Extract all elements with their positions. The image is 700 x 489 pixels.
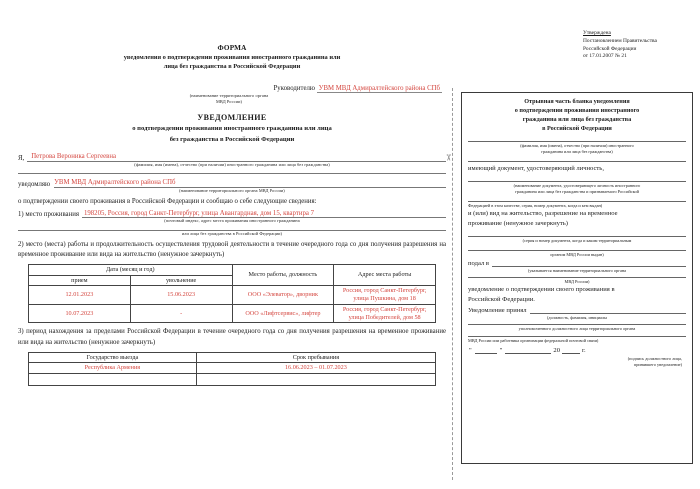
item1-caption-line-2: или лица без гражданства в Российской Федерации) [181,230,283,236]
detachable-permit-caption-line-1: (серия и номер документа, когда и каким территориальным [522,237,632,243]
detachable-submit-caption-line-2: МВД России) [564,279,590,285]
detachable-accepted-caption-line-2: уполномоченного должностного лица территориального органа [518,326,636,332]
detachable-permit-field[interactable] [468,236,686,237]
form-body [18,44,446,386]
applicant-name-field[interactable]: Петрова Вероника Сергеевна [27,153,446,162]
date-year-prefix: 20 [553,347,560,355]
detachable-submit-text-2: Российской Федерации. [468,295,535,303]
detachable-permit-field-2[interactable] [468,250,686,251]
table-row[interactable] [29,286,436,305]
detachable-name-caption-line-1: (фамилия, имя (имена), отчество (при наличии) иностранного [520,142,634,148]
applicant-continuation-rule [18,173,446,174]
absence-row-1-term[interactable]: 16.06.2023 – 01.07.2023 [196,363,435,374]
detachable-submit-caption-line-1: (указывается наименование территориального органа [527,267,627,273]
addressee-caption-line-2: МВД России) [215,98,242,104]
tear-off-dashed-line [452,88,453,480]
notify-organ-field[interactable]: УВМ МВД Адмиралтейского района СПб [54,179,446,188]
work-row-1-hire[interactable]: 12.01.2023 [29,286,131,305]
date-year-field[interactable] [562,346,580,354]
detachable-date-row [468,346,686,354]
notice-subtitle-line-1: о подтверждении проживания иностранного гражданина или лица [132,125,332,132]
absence-row-1-country[interactable]: Республика Армения [29,363,197,374]
detachable-accepted-field-2[interactable] [468,324,686,325]
item2-text: 2) место (места) работы и продолжительность осуществления трудовой деятельности в течение очередного года со дня получения разрешения на временное проживание или вида на жительство (ненужное зачеркнуть) [18,240,446,259]
detachable-title-line-1: Отрывная часть бланка уведомления [524,98,630,105]
detachable-permit-text-1: и (или) вид на жительство, разрешение на временное [468,209,618,217]
detachable-signature-caption-line-1: (подпись должностного лица, [627,356,682,362]
approval-line-3: Российской Федерации [583,45,637,52]
form-subtitle-line-1: уведомления о подтверждении проживания иностранного гражданина или [123,54,341,61]
detachable-accepted-caption-line-3: МВД России или работника организации федеральной почтовой связи) [468,337,599,343]
item1-label: 1) место проживания [18,211,79,219]
detachable-doc-field-2[interactable] [468,201,686,202]
detachable-accepted-field[interactable] [530,313,686,314]
work-header-place: Место работы, должность [232,264,334,286]
detachable-submit-label: подал в [468,259,490,267]
table-row[interactable] [29,374,436,386]
detachable-title [468,98,686,134]
detachable-doc-text: имеющий документ, удостоверяющий личность, [468,165,604,173]
approval-line-1: Утверждена [583,30,611,36]
detachable-submit-field-2[interactable] [468,277,686,278]
absence-row-2-term[interactable] [196,374,435,386]
detachable-signature-caption-line-2: принявшего уведомление) [633,361,682,367]
approval-line-4: от 17.01.2007 № 21 [583,53,627,60]
date-quote-close: " [499,347,503,355]
detachable-accepted-label: Уведомление принял [468,306,527,314]
absence-header-term: Срок пребывания [196,352,435,363]
notice-title: УВЕДОМЛЕНИЕ [197,113,267,122]
date-month-field[interactable] [505,346,551,354]
item1-address-field[interactable]: 198205, Россия, город Санкт-Петербург, улица Авангардная, дом 15, квартира 7 [82,210,446,219]
work-header-address: Адрес места работы [334,264,436,286]
absence-row-2-country[interactable] [29,374,197,386]
detachable-submit-field[interactable] [492,266,686,267]
detachable-doc-caption-line-1: (наименование документа, удостоверяющего личность иностранного [513,182,641,188]
table-row[interactable] [29,363,436,374]
detachable-submit-text-1: уведомление о подтверждении своего проживания в [468,285,615,293]
work-header-hire: прием [29,275,131,286]
detachable-name-caption [468,143,686,154]
detachable-title-line-3: гражданина или лица без гражданства [522,115,632,123]
notify-body-text: о подтверждении своего проживания в Российской Федерации и сообщаю о себе следующие сведения: [18,198,317,206]
addressee-caption [18,93,446,104]
addressee-caption-line-1: (наименование территориального органа [189,93,269,99]
item1-caption-line-1: (почтовый индекс, адрес места проживания иностранного гражданина [164,218,300,224]
notify-row [18,179,446,188]
detachable-signature-caption [468,356,686,367]
work-table-header-row-1 [29,264,436,275]
absence-header-country: Государство выезда [29,352,197,363]
notify-label: уведомляю [18,180,51,188]
detachable-accepted-field-3[interactable] [468,336,686,337]
detachable-name-field-2[interactable] [468,161,686,162]
detachable-title-line-4: в Российской Федерации [542,124,612,132]
detachable-part [461,92,693,464]
detachable-accepted-row [468,307,686,314]
detachable-permit-text-2: проживание (ненужное зачеркнуть) [468,219,568,227]
table-row[interactable] [29,304,436,323]
scissors-icon: ✂ [443,153,454,162]
detachable-accepted-caption-line-1: (должность, фамилия, инициалы [546,314,608,320]
work-row-2-fire[interactable]: - [130,304,232,323]
work-row-2-address[interactable]: Россия, город Санкт-Петербург, улица Победителей, дом 58 [334,304,436,323]
addressee-label: Руководителю [273,85,315,93]
applicant-row [18,153,446,162]
work-row-1-place[interactable]: ООО «Элеватор», дворник [232,286,334,305]
work-table [28,264,436,324]
absence-table [28,352,436,387]
applicant-label: Я, [18,154,25,162]
detachable-title-line-2: о подтверждении проживания иностранного [514,106,640,114]
form-subtitle-line-2: лица без гражданства в Российской Федерации [163,62,301,70]
form-title: ФОРМА [217,44,247,52]
detachable-doc-caption [468,183,686,194]
addressee-value[interactable]: УВМ МВД Адмиралтейского района СПб [318,85,440,93]
detachable-doc-caption-line-3: Федерацией в этом качестве, серия, номер документа, когда и кем выдан) [468,203,603,209]
date-day-field[interactable] [475,346,497,354]
applicant-caption: (фамилия, имя (имена), отчество (при наличии) иностранного гражданина или лица без гражданства) [134,161,330,167]
detachable-doc-caption-line-2: гражданина или лица без гражданства и признаваемого Российской [515,188,639,194]
notice-subtitle-line-2: без гражданства в Российской Федерации [169,136,295,144]
work-row-2-hire[interactable]: 10.07.2023 [29,304,131,323]
detachable-doc-field[interactable] [468,181,686,182]
date-suffix: г. [582,347,586,355]
item3-text: 3) период нахождения за пределами Российской Федерации в течение очередного года со дня получения разрешения на временное проживание или вида на жительство (ненужное зачеркнуть) [18,328,446,346]
notify-caption: (наименование территориального органа МВД России) [179,187,285,193]
detachable-permit-caption-line-2: органом МВД России выдан) [550,252,604,258]
work-row-1-fire[interactable]: 15.06.2023 [130,286,232,305]
detachable-name-caption-line-2: гражданина или лица без гражданства) [541,148,613,154]
addressee-row [18,85,446,92]
work-header-fire: увольнение [130,275,232,286]
approval-block [583,30,657,61]
work-row-2-place[interactable]: ООО «Лифтсервис», лифтер [232,304,334,323]
absence-table-header-row [29,352,436,363]
approval-line-2: Постановлением Правительства [583,37,657,44]
work-header-date: Дата (месяц и год) [29,264,233,275]
date-quote-open: " [469,347,472,355]
detachable-submit-row [468,260,686,267]
item1-row [18,210,446,219]
work-row-1-address[interactable]: Россия, город Санкт-Петербург, улица Пушкина, дом 18 [334,286,436,305]
detachable-name-field[interactable] [468,141,686,142]
